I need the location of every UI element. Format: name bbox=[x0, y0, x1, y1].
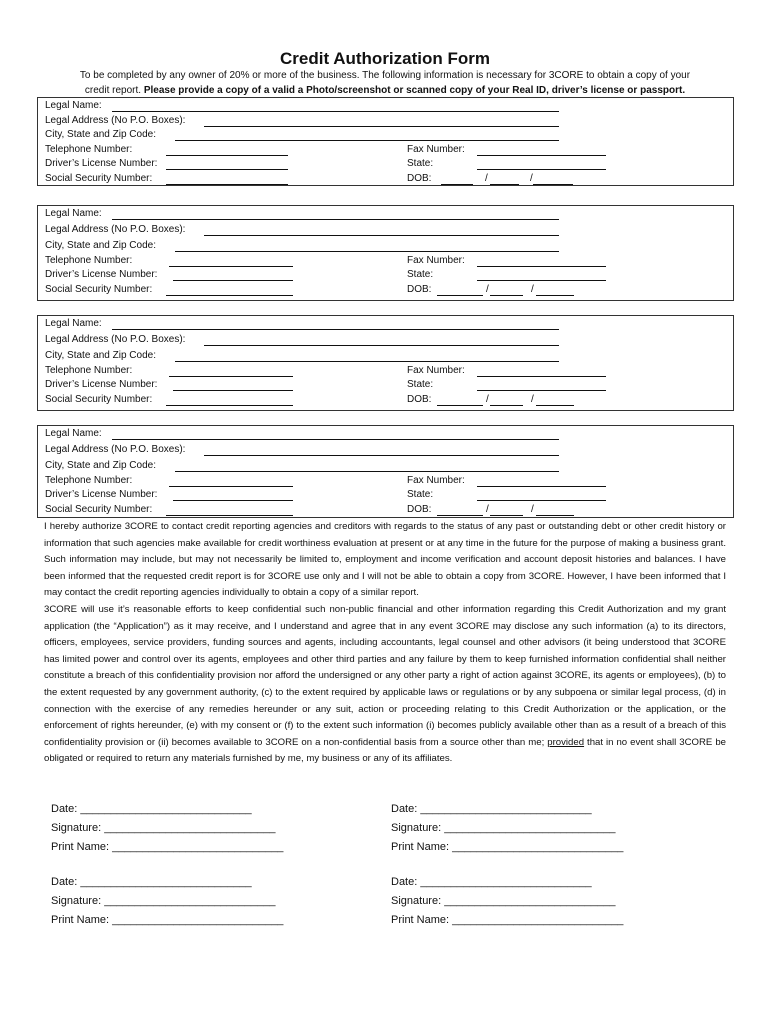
dob-year-field[interactable] bbox=[536, 405, 574, 406]
legal-address-field[interactable] bbox=[204, 345, 559, 346]
legal-name-field[interactable] bbox=[112, 329, 559, 330]
dob-month-field[interactable] bbox=[437, 405, 483, 406]
state-label: State: bbox=[407, 269, 434, 280]
dob-day-field[interactable] bbox=[490, 515, 523, 516]
city-state-zip-label: City, State and Zip Code: bbox=[45, 349, 156, 361]
city-state-zip-label: City, State and Zip Code: bbox=[45, 239, 156, 251]
ssn-field[interactable] bbox=[166, 405, 293, 406]
drivers-license-label: Driver’s License Number: bbox=[45, 489, 158, 500]
drivers-license-field[interactable] bbox=[166, 169, 288, 170]
city-state-zip-field[interactable] bbox=[175, 361, 559, 362]
legal-address-field[interactable] bbox=[204, 126, 559, 127]
telephone-label: Telephone Number: bbox=[45, 364, 133, 376]
ssn-label: Social Security Number: bbox=[45, 503, 153, 515]
legal-name-label: Legal Name: bbox=[45, 100, 102, 111]
city-state-zip-label: City, State and Zip Code: bbox=[45, 129, 156, 140]
legal-address-label: Legal Address (No P.O. Boxes): bbox=[45, 223, 186, 235]
dob-separator: / bbox=[530, 172, 533, 184]
drivers-license-label: Driver’s License Number: bbox=[45, 269, 158, 280]
dob-day-field[interactable] bbox=[490, 184, 519, 185]
drivers-license-field[interactable] bbox=[173, 500, 293, 501]
dob-separator: / bbox=[486, 393, 489, 405]
fax-field[interactable] bbox=[477, 486, 606, 487]
fax-label: Fax Number: bbox=[407, 143, 465, 155]
legal-name-field[interactable] bbox=[112, 439, 559, 440]
signature-field[interactable]: Signature: ____________________________ bbox=[391, 895, 616, 907]
legal-address-label: Legal Address (No P.O. Boxes): bbox=[45, 333, 186, 345]
date-field[interactable]: Date: ____________________________ bbox=[51, 803, 252, 815]
signature-field[interactable]: Signature: ____________________________ bbox=[51, 895, 276, 907]
drivers-license-label: Driver’s License Number: bbox=[45, 379, 158, 390]
form-title: Credit Authorization Form bbox=[280, 49, 490, 68]
ssn-field[interactable] bbox=[166, 295, 293, 296]
legal-name-field[interactable] bbox=[112, 111, 559, 112]
dob-label: DOB: bbox=[407, 393, 432, 405]
telephone-field[interactable] bbox=[169, 266, 293, 267]
state-field[interactable] bbox=[477, 390, 606, 391]
dob-year-field[interactable] bbox=[536, 515, 574, 516]
dob-month-field[interactable] bbox=[437, 515, 483, 516]
dob-label: DOB: bbox=[407, 503, 432, 515]
intro-id-requirement: Please provide a copy of a valid a Photo/screenshot or scanned copy of your Real ID, driver’s license or passport. bbox=[143, 85, 686, 96]
dob-separator: / bbox=[485, 172, 488, 184]
dob-separator: / bbox=[486, 503, 489, 515]
legal-address-label: Legal Address (No P.O. Boxes): bbox=[45, 443, 186, 455]
city-state-zip-field[interactable] bbox=[175, 251, 559, 252]
legal-name-label: Legal Name: bbox=[45, 318, 102, 329]
dob-separator: / bbox=[531, 393, 534, 405]
dob-label: DOB: bbox=[407, 283, 432, 295]
date-field[interactable]: Date: ____________________________ bbox=[391, 803, 592, 815]
dob-day-field[interactable] bbox=[490, 405, 523, 406]
state-label: State: bbox=[407, 158, 434, 169]
print-name-field[interactable]: Print Name: ____________________________ bbox=[51, 914, 284, 926]
legal-address-label: Legal Address (No P.O. Boxes): bbox=[45, 114, 186, 126]
legal-address-field[interactable] bbox=[204, 455, 559, 456]
telephone-field[interactable] bbox=[169, 486, 293, 487]
print-name-field[interactable]: Print Name: ____________________________ bbox=[391, 914, 624, 926]
authorization-text bbox=[44, 519, 726, 768]
legal-name-field[interactable] bbox=[112, 219, 559, 220]
signature-field[interactable]: Signature: ____________________________ bbox=[391, 822, 616, 834]
state-field[interactable] bbox=[477, 280, 606, 281]
legal-name-label: Legal Name: bbox=[45, 428, 102, 439]
intro-text bbox=[44, 68, 726, 98]
legal-name-label: Legal Name: bbox=[45, 208, 102, 219]
dob-separator: / bbox=[486, 283, 489, 295]
confidentiality-paragraph: 3CORE will use it’s reasonable efforts to keep confidential such non-public financial and other information regarding this Credit Authorization and my grant application (the “Application”) as it may receive, and I understand and agree that in any event 3CORE may disclose any such information (a) to its directors, officers, employees, service providers, funding sources and agents, including accountants, legal counsel and other advisors (it being understood that 3CORE has limited power and control over its agents, employees and other third parties and any failure by them to keep furnished information confidential shall neither constitute a breach of this confidentiality provision nor afford the undersigned or any other party a right of action against 3CORE, its agents or employees), (b) to the extent requested by any government authority, (c) to the extent required by applicable laws or regulations or by any subpoena or similar legal process, (d) in connection with the exercise of any remedies hereunder or any suit, action or proceeding relating to this Credit Authorization or the application, or the enforcement of rights hereunder, (e) with my consent or (f) to the extent such information (i) becomes publicly available other than as a result of a breach of this confidentiality provision or (ii) becomes available to 3CORE on a non-confidential basis from a source other than me; provided that in no event shall 3CORE be obligated or required to return any materials furnished by me, my business or any of its affiliates. bbox=[44, 603, 726, 765]
legal-address-field[interactable] bbox=[204, 235, 559, 236]
dob-month-field[interactable] bbox=[437, 295, 483, 296]
dob-label: DOB: bbox=[407, 172, 432, 184]
city-state-zip-field[interactable] bbox=[175, 140, 559, 141]
provided-term: provided bbox=[547, 736, 585, 748]
city-state-zip-field[interactable] bbox=[175, 471, 559, 472]
ssn-field[interactable] bbox=[166, 184, 288, 185]
telephone-label: Telephone Number: bbox=[45, 143, 133, 155]
state-field[interactable] bbox=[477, 169, 606, 170]
authorization-paragraph-1: I hereby authorize 3CORE to contact credit reporting agencies and creditors with regards to the status of any past or outstanding debt or other credit history or information that such agencies make available for credit worthiness evaluation at present or at any time in the future for the purpose of making a business grant. Such information may include, but may not necessarily be limited to, employment and income verification and account deposit histories and balances. I have been informed that the requested credit report is for 3CORE use only and I will not be able to obtain a copy from 3CORE. However, I have been informed that I may contact the credit reporting agencies individually to obtain a copy of a similar report. bbox=[44, 521, 726, 599]
date-field[interactable]: Date: ____________________________ bbox=[51, 876, 252, 888]
telephone-field[interactable] bbox=[169, 376, 293, 377]
signature-field[interactable]: Signature: ____________________________ bbox=[51, 822, 276, 834]
dob-year-field[interactable] bbox=[533, 184, 573, 185]
dob-separator: / bbox=[531, 283, 534, 295]
drivers-license-field[interactable] bbox=[173, 280, 293, 281]
intro-line2: credit report. bbox=[84, 85, 144, 96]
ssn-field[interactable] bbox=[166, 515, 293, 516]
dob-separator: / bbox=[531, 503, 534, 515]
drivers-license-field[interactable] bbox=[173, 390, 293, 391]
fax-label: Fax Number: bbox=[407, 364, 465, 376]
fax-field[interactable] bbox=[477, 376, 606, 377]
state-field[interactable] bbox=[477, 500, 606, 501]
intro-line1: To be completed by any owner of 20% or more of the business. The following information is necessary for 3CORE to obtain a copy of your bbox=[79, 70, 691, 81]
city-state-zip-label: City, State and Zip Code: bbox=[45, 459, 156, 471]
fax-label: Fax Number: bbox=[407, 474, 465, 486]
telephone-label: Telephone Number: bbox=[45, 474, 133, 486]
fax-field[interactable] bbox=[477, 155, 606, 156]
dob-month-field[interactable] bbox=[441, 184, 473, 185]
dob-year-field[interactable] bbox=[536, 295, 574, 296]
date-field[interactable]: Date: ____________________________ bbox=[391, 876, 592, 888]
telephone-label: Telephone Number: bbox=[45, 254, 133, 266]
print-name-field[interactable]: Print Name: ____________________________ bbox=[51, 841, 284, 853]
print-name-field[interactable]: Print Name: ____________________________ bbox=[391, 841, 624, 853]
ssn-label: Social Security Number: bbox=[45, 172, 153, 184]
telephone-field[interactable] bbox=[166, 155, 288, 156]
state-label: State: bbox=[407, 379, 434, 390]
ssn-label: Social Security Number: bbox=[45, 393, 153, 405]
dob-day-field[interactable] bbox=[490, 295, 523, 296]
ssn-label: Social Security Number: bbox=[45, 283, 153, 295]
fax-label: Fax Number: bbox=[407, 254, 465, 266]
fax-field[interactable] bbox=[477, 266, 606, 267]
drivers-license-label: Driver’s License Number: bbox=[45, 158, 158, 169]
state-label: State: bbox=[407, 489, 434, 500]
